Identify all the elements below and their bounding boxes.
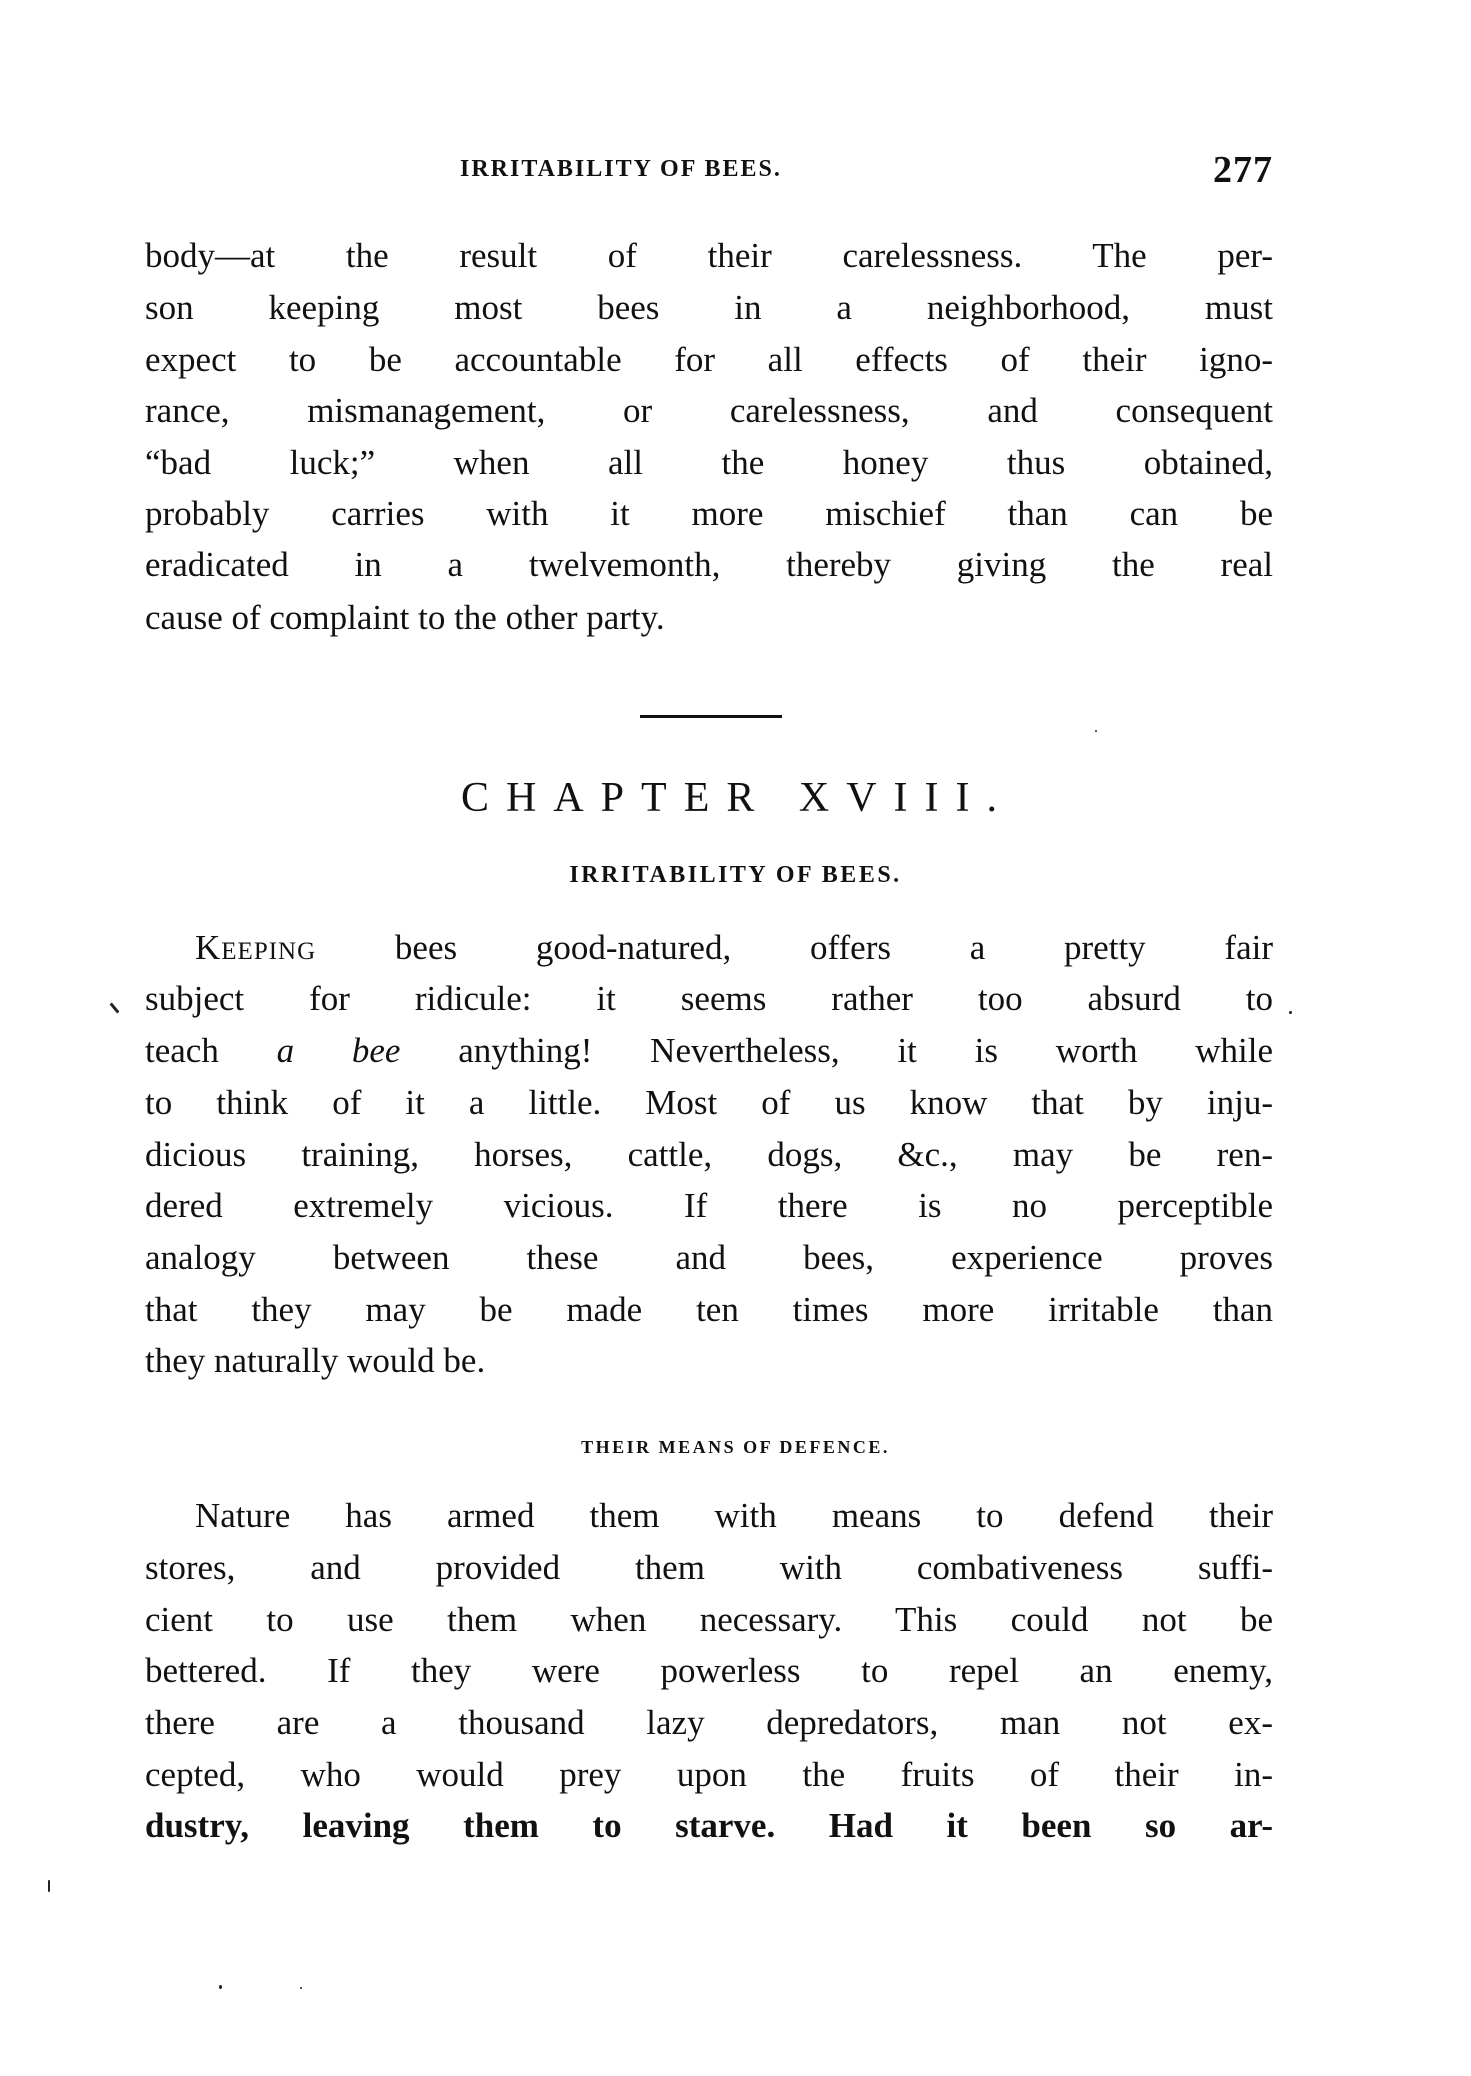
line-text: bees good-natured, offers a pretty fair bbox=[316, 928, 1273, 967]
text-line: cient to use them when necessary. This could not be bbox=[145, 1600, 1273, 1639]
italic-phrase: a bee bbox=[276, 1031, 401, 1070]
text-line: son keeping most bees in a neighborhood, must bbox=[145, 288, 1273, 327]
scan-speck bbox=[219, 1985, 222, 1989]
chapter-title: CHAPTER XVIII. bbox=[461, 775, 1014, 821]
text-line: stores, and provided them with combativeness suffi- bbox=[145, 1548, 1273, 1587]
text-line: to think of it a little. Most of us know that by inju- bbox=[145, 1083, 1273, 1122]
text-line: analogy between these and bees, experience proves bbox=[145, 1238, 1273, 1277]
running-title: IRRITABILITY OF BEES. bbox=[460, 156, 782, 182]
text-line: dicious training, horses, cattle, dogs, &c., may be ren- bbox=[145, 1135, 1273, 1174]
scan-speck bbox=[1095, 730, 1097, 732]
chapter-subtitle: IRRITABILITY OF BEES. bbox=[569, 862, 902, 888]
running-header bbox=[145, 150, 1273, 200]
text-line: Nature has armed them with means to defend their bbox=[195, 1496, 1273, 1535]
lead-word: Keeping bbox=[195, 928, 317, 967]
text-line bbox=[195, 928, 1273, 968]
scan-speck bbox=[300, 1987, 302, 1989]
text-line: body—at the result of their carelessness. The per- bbox=[145, 236, 1273, 275]
text-line: that they may be made ten times more irritable than bbox=[145, 1290, 1273, 1329]
page-number: 277 bbox=[1213, 149, 1273, 191]
text-line: rance, mismanagement, or carelessness, and consequent bbox=[145, 391, 1273, 430]
text-line: eradicated in a twelvemonth, thereby giving the real bbox=[145, 545, 1273, 584]
text-line: dustry, leaving them to starve. Had it been so ar- bbox=[145, 1806, 1273, 1845]
text-line: probably carries with it more mischief than can be bbox=[145, 494, 1273, 533]
line-text: anything! Nevertheless, it is worth while bbox=[400, 1031, 1273, 1070]
text-line: cause of complaint to the other party. bbox=[145, 598, 665, 637]
text-line: they naturally would be. bbox=[145, 1341, 486, 1380]
text-line: subject for ridicule: it seems rather too absurd to bbox=[145, 979, 1273, 1018]
section-divider-rule bbox=[640, 715, 782, 718]
scan-speck bbox=[1289, 1011, 1292, 1014]
text-line: dered extremely vicious. If there is no perceptible bbox=[145, 1186, 1273, 1225]
text-line bbox=[145, 1031, 1273, 1071]
line-text: teach bbox=[145, 1031, 277, 1070]
margin-mark bbox=[109, 1002, 119, 1013]
text-line: expect to be accountable for all effects of their igno- bbox=[145, 340, 1273, 379]
scan-speck bbox=[48, 1880, 50, 1892]
text-line: bettered. If they were powerless to repel an enemy, bbox=[145, 1651, 1273, 1690]
section-heading: THEIR MEANS OF DEFENCE. bbox=[581, 1437, 890, 1457]
text-line: “bad luck;” when all the honey thus obtained, bbox=[145, 443, 1273, 482]
text-line: there are a thousand lazy depredators, man not ex- bbox=[145, 1703, 1273, 1742]
text-line: cepted, who would prey upon the fruits of their in- bbox=[145, 1755, 1273, 1794]
